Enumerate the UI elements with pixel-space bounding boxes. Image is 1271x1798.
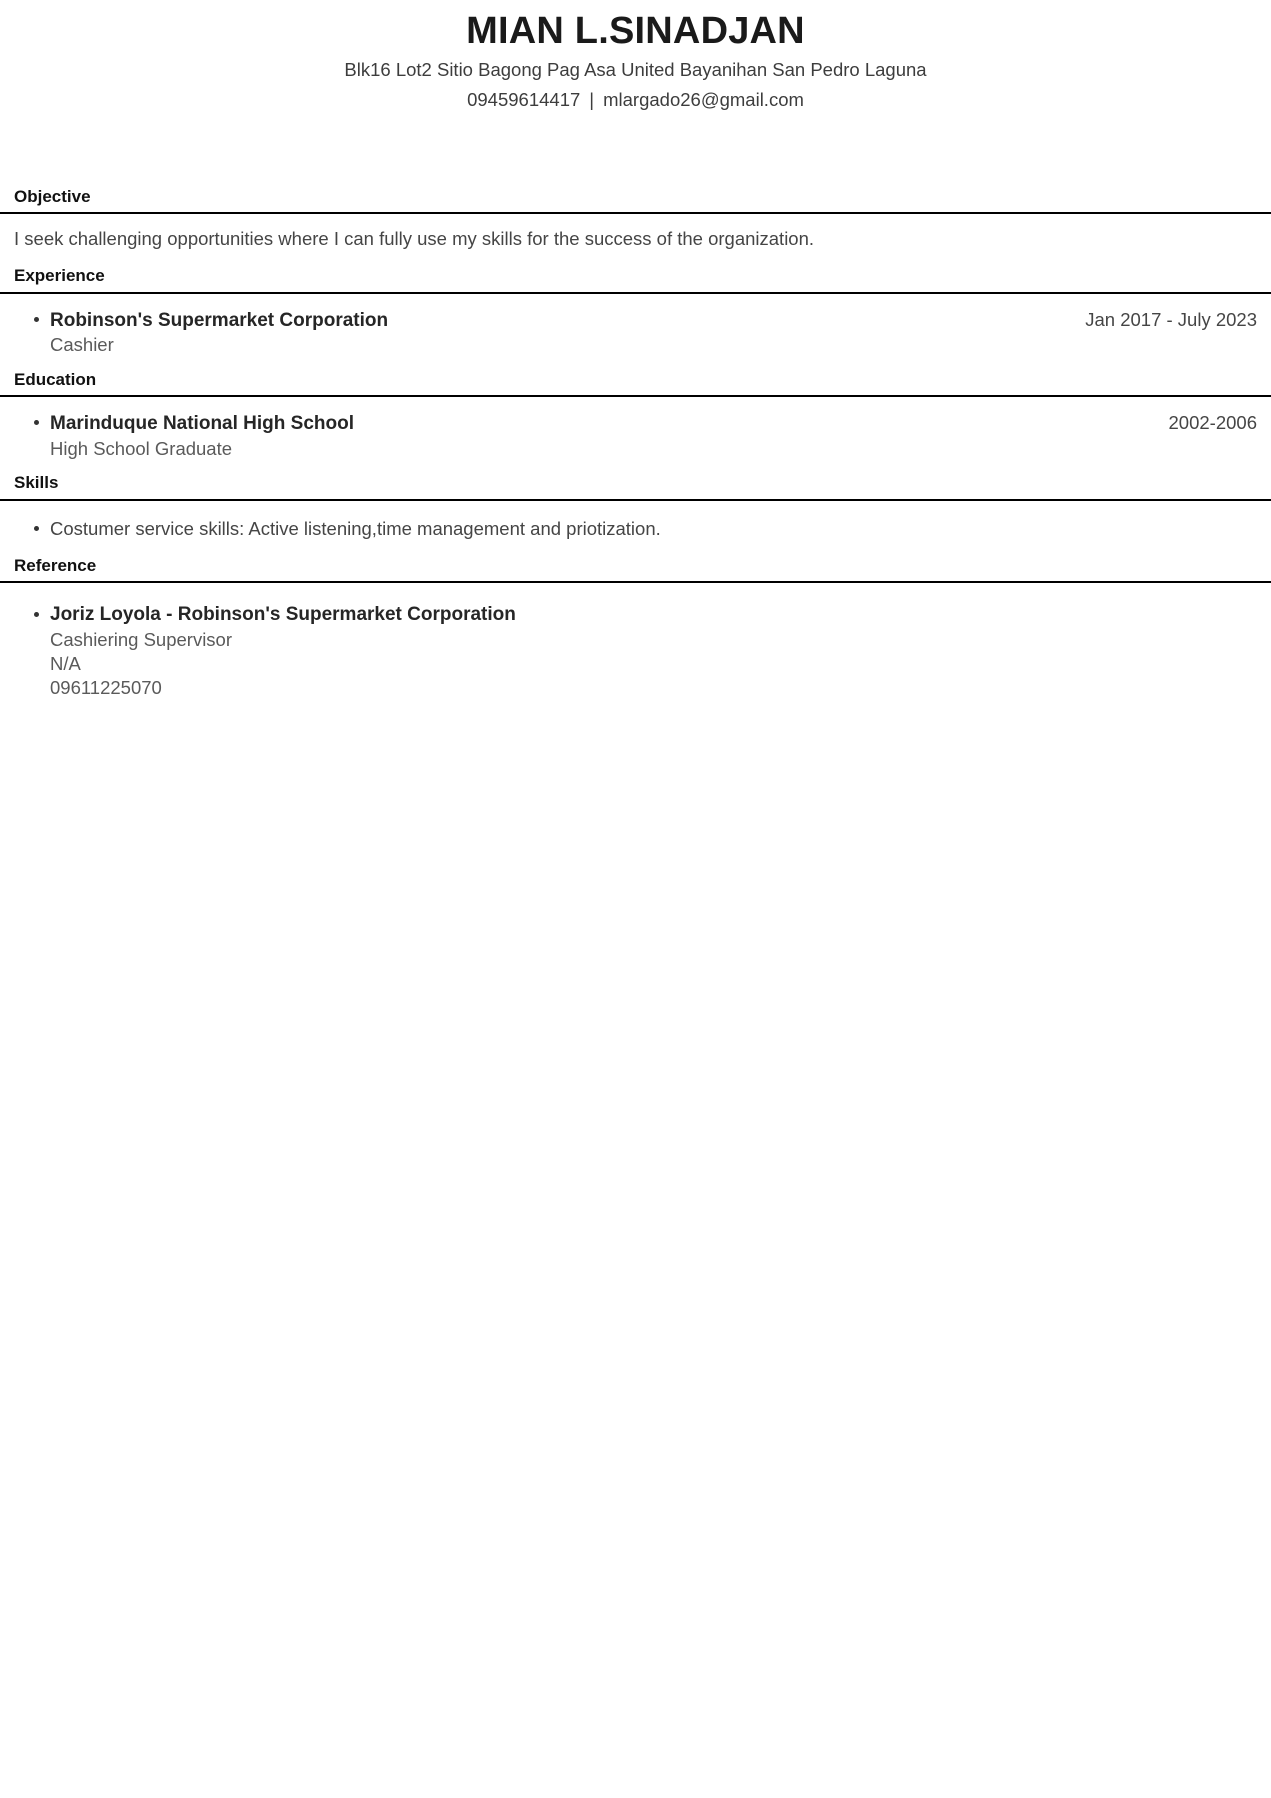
education-date-range: 2002-2006 (1168, 412, 1257, 434)
candidate-contact-line (0, 86, 1271, 115)
experience-employer: Robinson's Supermarket Corporation (50, 309, 389, 331)
candidate-phone: 09459614417 (467, 89, 581, 111)
experience-date-range: Jan 2017 - July 2023 (1085, 308, 1257, 330)
candidate-address: Blk16 Lot2 Sitio Bagong Pag Asa United Bayanihan San Pedro Laguna (344, 58, 927, 80)
bullet-icon (34, 317, 39, 322)
section-reference (14, 556, 1257, 715)
reference-entry-head (50, 603, 1257, 628)
education-list (14, 411, 1257, 461)
section-body-skills (14, 501, 1257, 556)
list-item (14, 308, 1257, 358)
bullet-icon (34, 526, 39, 531)
education-school: Marinduque National High School (50, 413, 354, 435)
skill-text: Costumer service skills: Active listening,time management and priotization. (50, 517, 661, 539)
list-item (14, 411, 1257, 461)
section-objective (14, 187, 1257, 266)
reference-name: Joriz Loyola - Robinson's Supermarket Corporation (50, 603, 516, 625)
section-body-experience (14, 294, 1257, 370)
experience-list (14, 308, 1257, 358)
candidate-name: MIAN L.SINADJAN (466, 10, 805, 52)
reference-list (14, 603, 1257, 701)
experience-entry-head (50, 308, 1257, 334)
contact-separator: | (589, 89, 595, 111)
education-entry-head (50, 411, 1257, 437)
resume-content (0, 187, 1271, 715)
resume-header (0, 0, 1271, 115)
section-experience (14, 266, 1257, 369)
section-body-objective (14, 214, 1257, 266)
section-title-education: Education (14, 369, 97, 389)
section-skills (14, 473, 1257, 555)
section-title-skills: Skills (14, 473, 59, 493)
list-item (14, 517, 1257, 542)
section-title-reference: Reference (14, 555, 97, 575)
reference-position: Cashiering Supervisor (50, 628, 233, 650)
section-education (14, 370, 1257, 473)
section-title-experience: Experience (14, 266, 105, 286)
objective-text: I seek challenging opportunities where I can fully use my skills for the success of the organization. (14, 228, 815, 250)
bullet-icon (34, 420, 39, 425)
section-body-education (14, 397, 1257, 473)
bullet-icon (34, 612, 39, 617)
skills-list (14, 517, 1257, 542)
education-degree: High School Graduate (50, 437, 233, 459)
section-body-reference (14, 583, 1257, 715)
candidate-email: mlargado26@gmail.com (603, 89, 804, 111)
experience-job-title: Cashier (50, 334, 114, 356)
reference-phone: 09611225070 (50, 677, 162, 699)
section-title-objective: Objective (14, 186, 91, 206)
list-item (14, 603, 1257, 701)
reference-email: N/A (50, 653, 81, 675)
